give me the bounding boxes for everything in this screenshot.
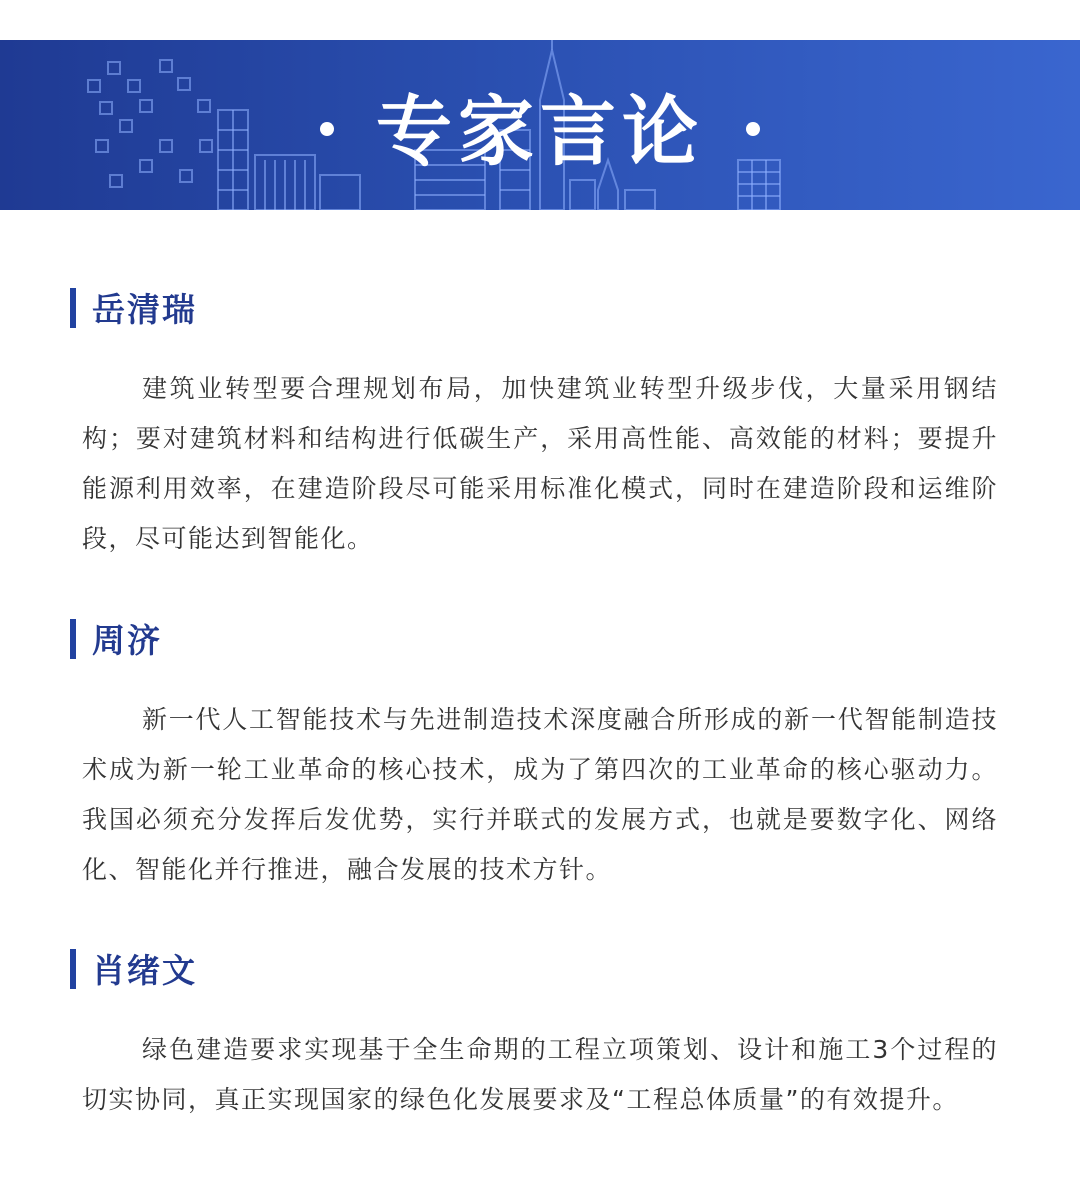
right-bullet-dot — [746, 122, 760, 136]
banner-title — [0, 40, 1080, 210]
expert-name: 岳清瑞 — [92, 290, 197, 329]
heading-accent-bar — [70, 949, 76, 989]
expert-quote-2: 新一代人工智能技术与先进制造技术深度融合所形成的新一代智能制造技术成为新一轮工业革命的核心技术，成为了第四次的工业革命的核心驱动力。我国必须充分发挥后发优势，实行并联式的发展方式，也就是要数字化、网络化、智能化并行推进，融合发展的技术方针。 — [82, 705, 998, 884]
left-bullet-dot — [320, 122, 334, 136]
expert-heading-2 — [70, 615, 162, 662]
banner-title-text: 专家言论 — [376, 86, 704, 176]
header-banner — [0, 40, 1080, 210]
expert-heading-3 — [70, 945, 197, 992]
expert-quote-3: 绿色建造要求实现基于全生命期的工程立项策划、设计和施工3个过程的切实协同，真正实现国家的绿色化发展要求及“工程总体质量”的有效提升。 — [82, 1035, 998, 1114]
expert-name: 肖绪文 — [92, 951, 197, 990]
expert-quote-1: 建筑业转型要合理规划布局，加快建筑业转型升级步伐，大量采用钢结构；要对建筑材料和结构进行低碳生产，采用高性能、高效能的材料；要提升能源利用效率，在建造阶段尽可能采用标准化模式，同时在建造阶段和运维阶段，尽可能达到智能化。 — [82, 374, 998, 553]
heading-accent-bar — [70, 288, 76, 328]
expert-heading-1 — [70, 284, 197, 331]
expert-name: 周济 — [92, 621, 162, 660]
heading-accent-bar — [70, 619, 76, 659]
